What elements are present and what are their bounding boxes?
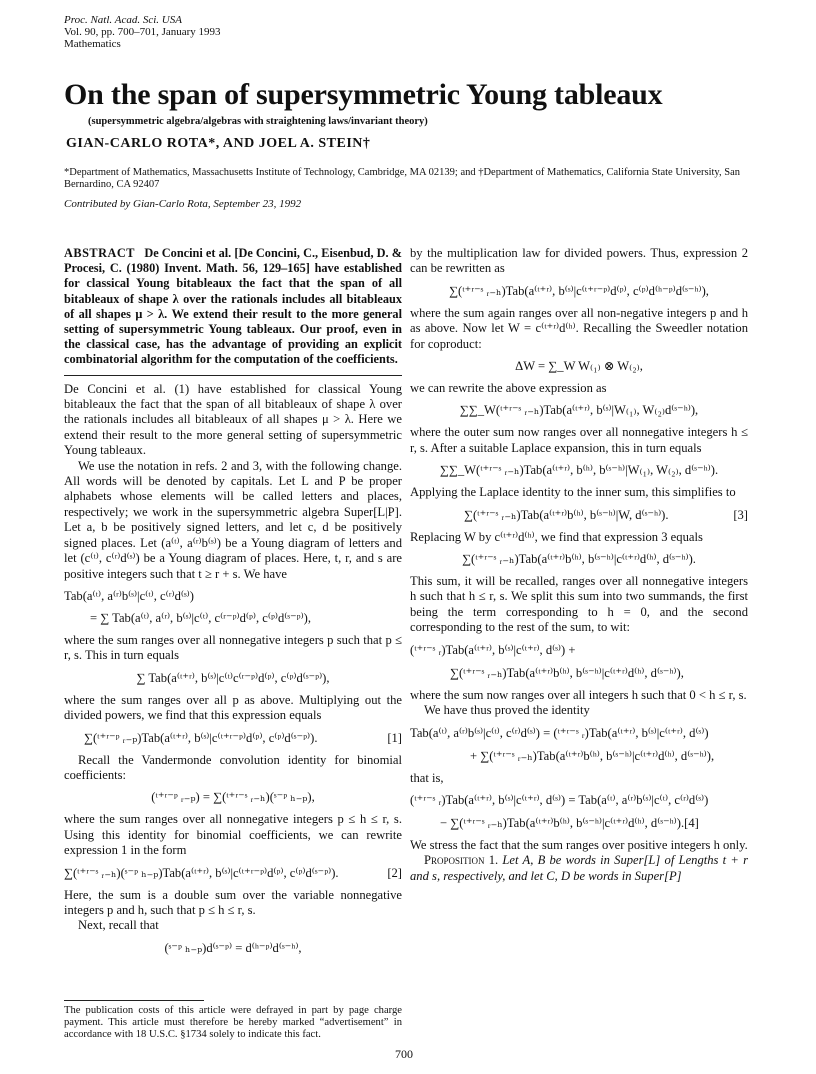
footnote-divider <box>64 1000 204 1001</box>
paragraph: Here, the sum is a double sum over the variable nonnegative integers p and h, such that p ≤ h ≤ r, s. <box>64 887 402 917</box>
equation: (ᵗ⁺ʳ⁻ˢ ᵣ)Tab(a⁽ᵗ⁺ʳ⁾, b⁽ˢ⁾|c⁽ᵗ⁺ʳ⁾, d⁽ˢ⁾) + <box>410 642 576 657</box>
equation: ∑(ᵗ⁺ʳ⁻ˢ ᵣ₋ₕ)Tab(a⁽ᵗ⁺ʳ⁾b⁽ʰ⁾, b⁽ˢ⁻ʰ⁾|c⁽ᵗ⁺ʳ⁾d⁽ʰ⁾, d⁽ˢ⁻ʰ⁾), <box>450 665 684 680</box>
paragraph: We have thus proved the identity <box>424 703 590 718</box>
abstract-label: ABSTRACT <box>64 246 135 260</box>
equation: ∑ Tab(a⁽ᵗ⁺ʳ⁾, b⁽ˢ⁾|c⁽ᵗ⁾c⁽ʳ⁻ᵖ⁾d⁽ᵖ⁾, c⁽ᵖ⁾d⁽ˢ⁻ᵖ⁾), <box>136 670 330 685</box>
equation-body: − ∑(ᵗ⁺ʳ⁻ˢ ᵣ₋ₕ)Tab(a⁽ᵗ⁺ʳ⁾b⁽ʰ⁾, b⁽ˢ⁻ʰ⁾|c⁽ᵗ⁺ʳ⁾d⁽ʰ⁾, d⁽ˢ⁻ʰ⁾). <box>440 815 685 830</box>
equation: Tab(a⁽ᵗ⁾, a⁽ʳ⁾b⁽ˢ⁾|c⁽ᵗ⁾, c⁽ʳ⁾d⁽ˢ⁾) = (ᵗ⁺ʳ⁻ˢ ᵣ)Tab(a⁽ᵗ⁺ʳ⁾, b⁽ˢ⁾|c⁽ᵗ⁺ʳ⁾, d⁽ˢ⁾) <box>410 725 709 740</box>
volume-info: Vol. 90, pp. 700–701, January 1993 <box>64 26 221 38</box>
contributed-by: Contributed by Gian-Carlo Rota, September 23, 1992 <box>64 198 302 210</box>
equation-4 <box>410 815 748 832</box>
equation-body: ∑(ᵗ⁺ʳ⁻ᵖ ᵣ₋ₚ)Tab(a⁽ᵗ⁺ʳ⁾, b⁽ˢ⁾|c⁽ᵗ⁺ʳ⁻ᵖ⁾d⁽ᵖ⁾, c⁽ᵖ⁾d⁽ˢ⁻ᵖ⁾). <box>84 730 318 745</box>
section-name: Mathematics <box>64 38 121 50</box>
paragraph: We use the notation in refs. 2 and 3, with the following change. All words will be denoted by capitals. Let L and P be proper alphabets whose elements will be called letters and places, respectively; we work in the supersymmetric algebra Super[L|P]. Let a, b be positively signed letters, and let c, d be positively signed places. Let (a⁽ᵗ⁾, a⁽ʳ⁾b⁽ˢ⁾) be a Young diagram of letters and let (c⁽ᵗ⁾, c⁽ʳ⁾d⁽ˢ⁾) be a Young diagram of places. Here, t, r, and s are positive integers such that t ≥ r + s. We have <box>64 458 402 581</box>
equation: ∑(ᵗ⁺ʳ⁻ˢ ᵣ₋ₕ)Tab(a⁽ᵗ⁺ʳ⁾, b⁽ˢ⁾|c⁽ᵗ⁺ʳ⁻ᵖ⁾d⁽ᵖ⁾, c⁽ᵖ⁾d⁽ʰ⁻ᵖ⁾d⁽ˢ⁻ʰ⁾), <box>449 283 709 298</box>
journal-header <box>64 14 221 50</box>
journal-name: Proc. Natl. Acad. Sci. USA <box>64 14 182 26</box>
affiliation: *Department of Mathematics, Massachusetts Institute of Technology, Cambridge, MA 02139; and †Department of Mathematics, California State University, San Bernardino, CA 92407 <box>64 167 740 190</box>
paragraph: This sum, it will be recalled, ranges over all nonnegative integers h such that h ≤ r, s. We split this sum into two summands, the first being the term corresponding to h = 0, and the second corresponding to the rest of the sum, to wit: <box>410 574 748 635</box>
paragraph: Applying the Laplace identity to the inner sum, this simplifies to <box>410 485 736 500</box>
equation: (ᵗ⁺ʳ⁻ᵖ ᵣ₋ₚ) = ∑(ᵗ⁺ʳ⁻ˢ ᵣ₋ₕ)(ˢ⁻ᵖ ₕ₋ₚ), <box>151 790 315 805</box>
paragraph: that is, <box>410 770 444 785</box>
paragraph: where the sum again ranges over all non-negative integers p and h as above. Now let W = c⁽ᵗ⁺ʳ⁾d⁽ʰ⁾. Recalling the Sweedler notation for coproduct: <box>410 305 748 351</box>
paper-title: On the span of supersymmetric Young tableaux <box>64 78 663 111</box>
proposition-label: Proposition 1. <box>424 853 499 868</box>
abstract <box>64 246 402 368</box>
paragraph: we can rewrite the above expression as <box>410 381 607 396</box>
proposition-text: Let A, B be words in Super[L] of Lengths t + r and s, respectively, and let C, D be words in Super[P] <box>410 853 749 883</box>
proposition <box>410 853 748 884</box>
footnote: The publication costs of this article were defrayed in part by page charge payment. This article must therefore be hereby marked “advertisement” in accordance with 18 U.S.C. §1734 solely to indicate this fact. <box>64 1005 402 1041</box>
equation-number: [4] <box>684 815 699 830</box>
paragraph: where the outer sum now ranges over all nonnegative integers h ≤ r, s. After a suitable Laplace expansion, this in turn equals <box>410 425 748 455</box>
equation: ΔW = ∑_W W₍₁₎ ⊗ W₍₂₎, <box>515 359 643 374</box>
equation-number: [1] <box>387 730 402 745</box>
equation: (ᵗ⁺ʳ⁻ˢ ᵣ)Tab(a⁽ᵗ⁺ʳ⁾, b⁽ˢ⁾|c⁽ᵗ⁺ʳ⁾, d⁽ˢ⁾) = Tab(a⁽ᵗ⁾, a⁽ʳ⁾b⁽ˢ⁾|c⁽ᵗ⁾, c⁽ʳ⁾d⁽ˢ⁾) <box>410 792 709 807</box>
footnote-block <box>64 1000 402 1042</box>
equation: ∑(ᵗ⁺ʳ⁻ˢ ᵣ₋ₕ)Tab(a⁽ᵗ⁺ʳ⁾b⁽ʰ⁾, b⁽ˢ⁻ʰ⁾|c⁽ᵗ⁺ʳ⁾d⁽ʰ⁾, d⁽ˢ⁻ʰ⁾). <box>462 552 696 567</box>
keywords: (supersymmetric algebra/algebras with straightening laws/invariant theory) <box>88 116 428 127</box>
abstract-divider <box>64 375 402 376</box>
paragraph: We stress the fact that the sum ranges over positive integers h only. <box>410 837 748 852</box>
equation-body: ∑(ᵗ⁺ʳ⁻ˢ ᵣ₋ₕ)(ˢ⁻ᵖ ₕ₋ₚ)Tab(a⁽ᵗ⁺ʳ⁾, b⁽ˢ⁾|c⁽ᵗ⁺ʳ⁻ᵖ⁾d⁽ᵖ⁾, c⁽ᵖ⁾d⁽ˢ⁻ᵖ⁾). <box>64 865 339 880</box>
paragraph: Replacing W by c⁽ᵗ⁺ʳ⁾d⁽ʰ⁾, we find that expression 3 equals <box>410 529 703 544</box>
paragraph: where the sum ranges over all nonnegative integers p such that p ≤ r, s. This in turn equals <box>64 632 402 663</box>
equation-number: [2] <box>387 865 402 880</box>
abstract-text: De Concini et al. [De Concini, C., Eisenbud, D. & Procesi, C. (1980) Invent. Math. 56, 129–165] have established for classical Young bitableaux the fact that the span of all bitableaux of shape λ over the rationals includes all bitableaux of all shapes μ > λ. We extend their result to the more general setting of supersymmetric Young tableaux. Our proof, even in the classical case, has the advantage of providing an explicit combinatorial algorithm for the computation of the coefficients. <box>64 246 402 367</box>
paragraph: by the multiplication law for divided powers. Thus, expression 2 can be rewritten as <box>410 246 748 276</box>
right-column <box>410 246 748 884</box>
left-column <box>64 246 402 963</box>
equation-3 <box>410 508 748 523</box>
paragraph: where the sum now ranges over all integers h such that 0 < h ≤ r, s. <box>410 687 747 702</box>
equation: ∑∑_W(ᵗ⁺ʳ⁻ˢ ᵣ₋ₕ)Tab(a⁽ᵗ⁺ʳ⁾, b⁽ˢ⁾|W₍₁₎, W₍₂₎d⁽ˢ⁻ʰ⁾), <box>459 403 699 418</box>
paragraph: where the sum ranges over all p as above. Multiplying out the divided powers, we find that this expression equals <box>64 692 402 723</box>
paragraph: De Concini et al. (1) have established for classical Young bitableaux the fact that the span of all bitableaux of shape λ over the rationals includes all bitableaux of all shapes μ > λ. Here we extend their result to the more general setting of supersymmetric Young tableaux. <box>64 381 402 458</box>
equation: = ∑ Tab(a⁽ᵗ⁾, a⁽ʳ⁾, b⁽ˢ⁾|c⁽ᵗ⁾, c⁽ʳ⁻ᵖ⁾d⁽ᵖ⁾, c⁽ᵖ⁾d⁽ˢ⁻ᵖ⁾), <box>90 610 312 625</box>
equation-2 <box>64 866 402 881</box>
equation: Tab(a⁽ᵗ⁾, a⁽ʳ⁾b⁽ˢ⁾|c⁽ᵗ⁾, c⁽ʳ⁾d⁽ˢ⁾) <box>64 588 194 603</box>
equation-number: [3] <box>733 507 748 522</box>
equation-body: ∑(ᵗ⁺ʳ⁻ˢ ᵣ₋ₕ)Tab(a⁽ᵗ⁺ʳ⁾b⁽ʰ⁾, b⁽ˢ⁻ʰ⁾|W, d⁽ˢ⁻ʰ⁾). <box>464 507 669 522</box>
equation: (ˢ⁻ᵖ ₕ₋ₚ)d⁽ˢ⁻ᵖ⁾ = d⁽ʰ⁻ᵖ⁾d⁽ˢ⁻ʰ⁾, <box>164 940 302 955</box>
page-number: 700 <box>395 1047 413 1061</box>
authors: GIAN-CARLO ROTA*, AND JOEL A. STEIN† <box>66 136 371 151</box>
equation: ∑∑_W(ᵗ⁺ʳ⁻ˢ ᵣ₋ₕ)Tab(a⁽ᵗ⁺ʳ⁾, b⁽ʰ⁾, b⁽ˢ⁻ʰ⁾|W₍₁₎, W₍₂₎, d⁽ˢ⁻ʰ⁾). <box>439 463 719 478</box>
paragraph: where the sum ranges over all nonnegative integers p ≤ h ≤ r, s. Using this identity for binomial coefficients, we can rewrite expression 1 in the form <box>64 812 402 858</box>
equation-1 <box>64 731 402 746</box>
paragraph: Next, recall that <box>78 918 159 933</box>
equation: + ∑(ᵗ⁺ʳ⁻ˢ ᵣ₋ₕ)Tab(a⁽ᵗ⁺ʳ⁾b⁽ʰ⁾, b⁽ˢ⁻ʰ⁾|c⁽ᵗ⁺ʳ⁾d⁽ʰ⁾, d⁽ˢ⁻ʰ⁾), <box>470 748 715 763</box>
paragraph: Recall the Vandermonde convolution identity for binomial coefficients: <box>64 752 402 782</box>
